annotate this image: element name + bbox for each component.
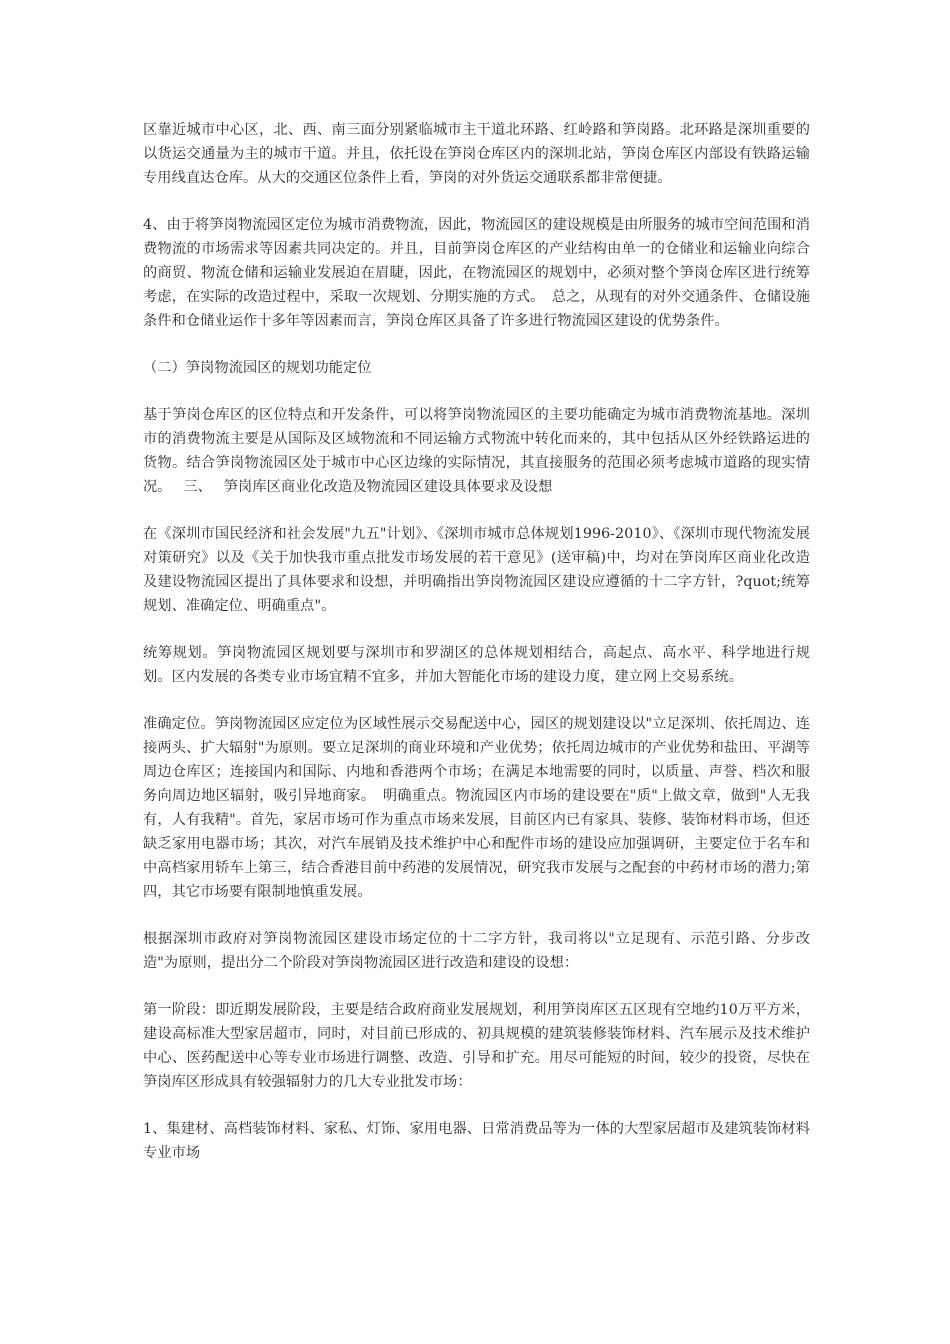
paragraph-accurate-positioning: 准确定位。笋岗物流园区应定位为区域性展示交易配送中心，园区的规划建设以"立足深圳、依托周边、连接两头、扩大辐射"为原则。要立足深圳的商业环境和产业优势；依托周边城市的产业优势和盐田、平湖等周边仓库区；连接国内和国际、内地和香港两个市场；在满足本地需要的同时，以质量、声誉、档次和服务向周边地区辐射，吸引异地商家。 明确重点。物流园区内市场的建设要在"质"上做文章，做到"人无我有，人有我精"。首先，家居市场可作为重点市场来发展，目前区内已有家具、装修、装饰材料市场，但还缺乏家用电器市场；其次，对汽车展销及技术维护中心和配件市场的建设应加强调研，主要定位于名车和中高档家用轿车上第三，结合香港目前中药港的发展情况，研究我市发展与之配套的中药材市场的潜力;第四，其它市场要有限制地慎重发展。 <box>143 716 810 900</box>
document-body <box>143 118 810 1188</box>
paragraph-consumer-logistics-base: 基于笋岗仓库区的区位特点和开发条件，可以将笋岗物流园区的主要功能确定为城市消费物流基地。深圳市的消费物流主要是从国际及区域物流和不同运输方式物流中转化而来的，其中包括从区外经铁路运进的货物。结合笋岗物流园区处于城市中心区边缘的实际情况，其直接服务的范围必须考虑城市道路的现实情况。 三、 笋岗库区商业化改造及物流园区建设具体要求及设想 <box>143 407 810 495</box>
paragraph-transport-location: 区靠近城市中心区，北、西、南三面分别紧临城市主干道北环路、红岭路和笋岗路。北环路是深圳重要的以货运交通量为主的城市干道。并且，依托设在笋岗仓库区内的深圳北站，笋岗仓库区内部设有铁路运输专用线直达仓库。从大的交通区位条件上看，笋岗的对外货运交通联系都非常便捷。 <box>143 122 810 186</box>
paragraph-twelve-character-policy: 在《深圳市国民经济和社会发展"九五"计划》、《深圳市城市总体规划1996-2010》、《深圳市现代物流发展对策研究》以及《关于加快我市重点批发市场发展的若干意见》(送审稿)中，均对在笋岗库区商业化改造及建设物流园区提出了具体要求和设想，并明确指出笋岗物流园区建设应遵循的十二字方针，?quot;统筹规划、准确定位、明确重点"。 <box>143 526 810 614</box>
paragraph-stage-one: 第一阶段：即近期发展阶段，主要是结合政府商业发展规划，利用笋岗库区五区现有空地约10万平方米，建设高标准大型家居超市，同时，对目前已形成的、初具规模的建筑装修装饰材料、汽车展示及技术维护中心、医药配送中心等专业市场进行调整、改造、引导和扩充。用尽可能短的时间，较少的投资，尽快在笋岗库区形成具有较强辐射力的几大专业批发市场： <box>143 1002 810 1090</box>
paragraph-point-4: 4、由于将笋岗物流园区定位为城市消费物流，因此，物流园区的建设规模是由所服务的城市空间范围和消费物流的市场需求等因素共同决定的。并且，目前笋岗仓库区的产业结构由单一的仓储业和运输业向综合的商贸、物流仓储和运输业发展迫在眉睫，因此，在物流园区的规划中，必须对整个笋岗仓库区进行统筹考虑，在实际的改造过程中，采取一次规划、分期实施的方式。 总之，从现有的对外交通条件、仓储设施条件和仓储业运作十多年等因素而言，笋岗仓库区具备了许多进行物流园区建设的优势条件。 <box>143 217 810 329</box>
paragraph-item-1: 1、集建材、高档装饰材料、家私、灯饰、家用电器、日常消费品等为一体的大型家居超市及建筑装饰材料专业市场 <box>143 1121 810 1161</box>
paragraph-two-stage-plan: 根据深圳市政府对笋岗物流园区建设市场定位的十二字方针，我司将以"立足现有、示范引路、分步改造"为原则，提出分二个阶段对笋岗物流园区进行改造和建设的设想： <box>143 931 810 971</box>
section-heading-function-positioning: （二）笋岗物流园区的规划功能定位 <box>143 360 372 376</box>
paragraph-overall-planning: 统筹规划。笋岗物流园区规划要与深圳市和罗湖区的总体规划相结合，高起点、高水平、科学地进行规划。区内发展的各类专业市场宜精不宜多，并加大智能化市场的建设力度，建立网上交易系统。 <box>143 645 810 685</box>
